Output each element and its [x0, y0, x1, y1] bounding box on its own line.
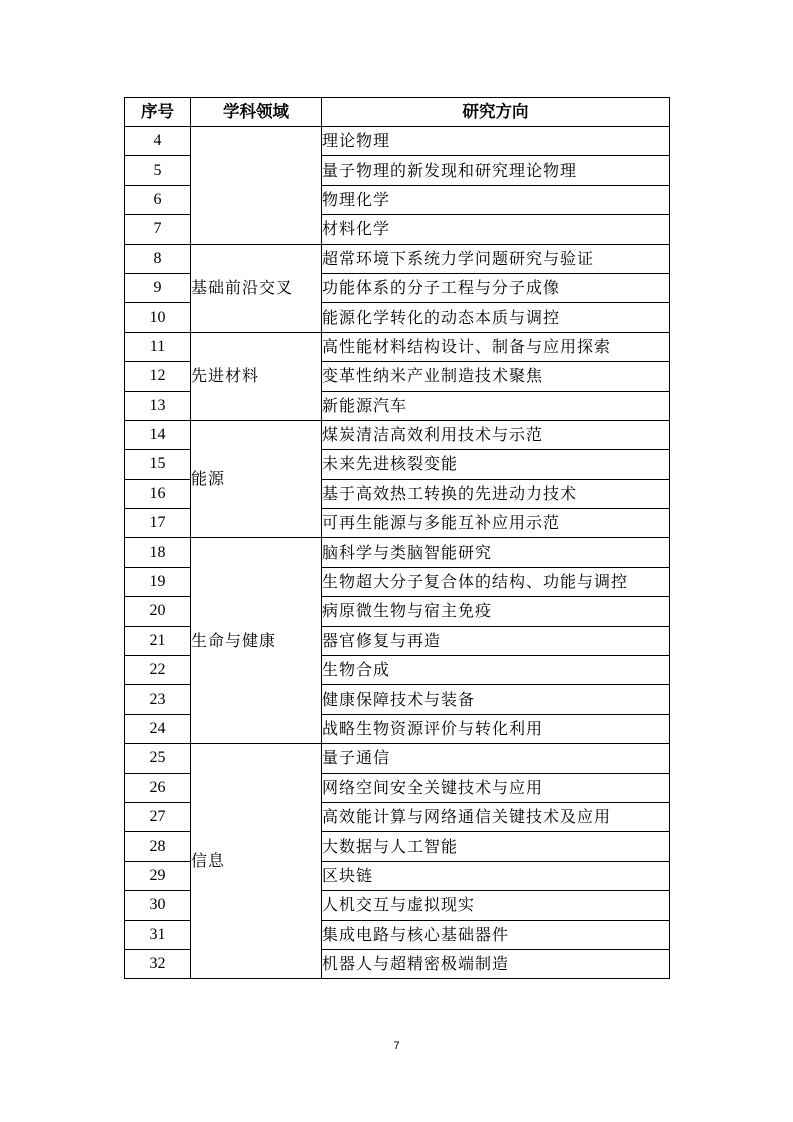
row-number: 5 [125, 156, 191, 185]
row-number: 29 [125, 861, 191, 890]
research-directions-table [124, 97, 670, 979]
field-cell: 信息 [191, 744, 322, 979]
row-number: 16 [125, 479, 191, 508]
table-row [125, 127, 670, 156]
table-row [125, 244, 670, 273]
row-number: 13 [125, 391, 191, 420]
row-number: 7 [125, 215, 191, 244]
research-direction: 机器人与超精密极端制造 [322, 949, 670, 978]
row-number: 28 [125, 832, 191, 861]
research-direction: 高性能材料结构设计、制备与应用探索 [322, 332, 670, 361]
page-number: 7 [393, 1040, 400, 1052]
field-cell: 能源 [191, 420, 322, 538]
research-direction: 未来先进核裂变能 [322, 450, 670, 479]
research-direction: 生物超大分子复合体的结构、功能与调控 [322, 567, 670, 596]
research-direction: 病原微生物与宿主免疫 [322, 597, 670, 626]
row-number: 21 [125, 626, 191, 655]
row-number: 30 [125, 891, 191, 920]
row-number: 4 [125, 127, 191, 156]
table-row [125, 332, 670, 361]
research-direction: 量子通信 [322, 744, 670, 773]
research-direction: 网络空间安全关键技术与应用 [322, 773, 670, 802]
research-direction: 区块链 [322, 861, 670, 890]
row-number: 12 [125, 362, 191, 391]
research-direction: 功能体系的分子工程与分子成像 [322, 273, 670, 302]
row-number: 20 [125, 597, 191, 626]
research-direction: 基于高效热工转换的先进动力技术 [322, 479, 670, 508]
research-direction: 物理化学 [322, 185, 670, 214]
row-number: 15 [125, 450, 191, 479]
row-number: 14 [125, 420, 191, 449]
research-direction: 集成电路与核心基础器件 [322, 920, 670, 949]
research-direction: 超常环境下系统力学问题研究与验证 [322, 244, 670, 273]
research-direction: 脑科学与类脑智能研究 [322, 538, 670, 567]
field-cell: 先进材料 [191, 332, 322, 420]
research-direction: 能源化学转化的动态本质与调控 [322, 303, 670, 332]
header-no: 序号 [125, 98, 191, 127]
research-direction: 生物合成 [322, 656, 670, 685]
row-number: 17 [125, 509, 191, 538]
research-direction: 新能源汽车 [322, 391, 670, 420]
row-number: 6 [125, 185, 191, 214]
research-direction: 器官修复与再造 [322, 626, 670, 655]
research-direction: 战略生物资源评价与转化利用 [322, 714, 670, 743]
research-direction: 量子物理的新发现和研究理论物理 [322, 156, 670, 185]
research-direction: 大数据与人工智能 [322, 832, 670, 861]
research-direction: 材料化学 [322, 215, 670, 244]
table-row [125, 538, 670, 567]
research-direction: 变革性纳米产业制造技术聚焦 [322, 362, 670, 391]
research-direction: 理论物理 [322, 127, 670, 156]
row-number: 11 [125, 332, 191, 361]
row-number: 19 [125, 567, 191, 596]
row-number: 10 [125, 303, 191, 332]
field-cell [191, 127, 322, 245]
research-direction: 健康保障技术与装备 [322, 685, 670, 714]
table-row [125, 744, 670, 773]
row-number: 31 [125, 920, 191, 949]
row-number: 27 [125, 802, 191, 831]
field-cell: 基础前沿交叉 [191, 244, 322, 332]
table-body [125, 127, 670, 979]
row-number: 9 [125, 273, 191, 302]
header-direction: 研究方向 [322, 98, 670, 127]
field-cell: 生命与健康 [191, 538, 322, 744]
research-direction: 人机交互与虚拟现实 [322, 891, 670, 920]
row-number: 26 [125, 773, 191, 802]
row-number: 8 [125, 244, 191, 273]
row-number: 32 [125, 949, 191, 978]
row-number: 23 [125, 685, 191, 714]
row-number: 22 [125, 656, 191, 685]
research-direction: 煤炭清洁高效利用技术与示范 [322, 420, 670, 449]
header-field: 学科领域 [191, 98, 322, 127]
research-direction: 可再生能源与多能互补应用示范 [322, 509, 670, 538]
table-row [125, 420, 670, 449]
table-header-row [125, 98, 670, 127]
row-number: 18 [125, 538, 191, 567]
research-direction: 高效能计算与网络通信关键技术及应用 [322, 802, 670, 831]
row-number: 24 [125, 714, 191, 743]
row-number: 25 [125, 744, 191, 773]
